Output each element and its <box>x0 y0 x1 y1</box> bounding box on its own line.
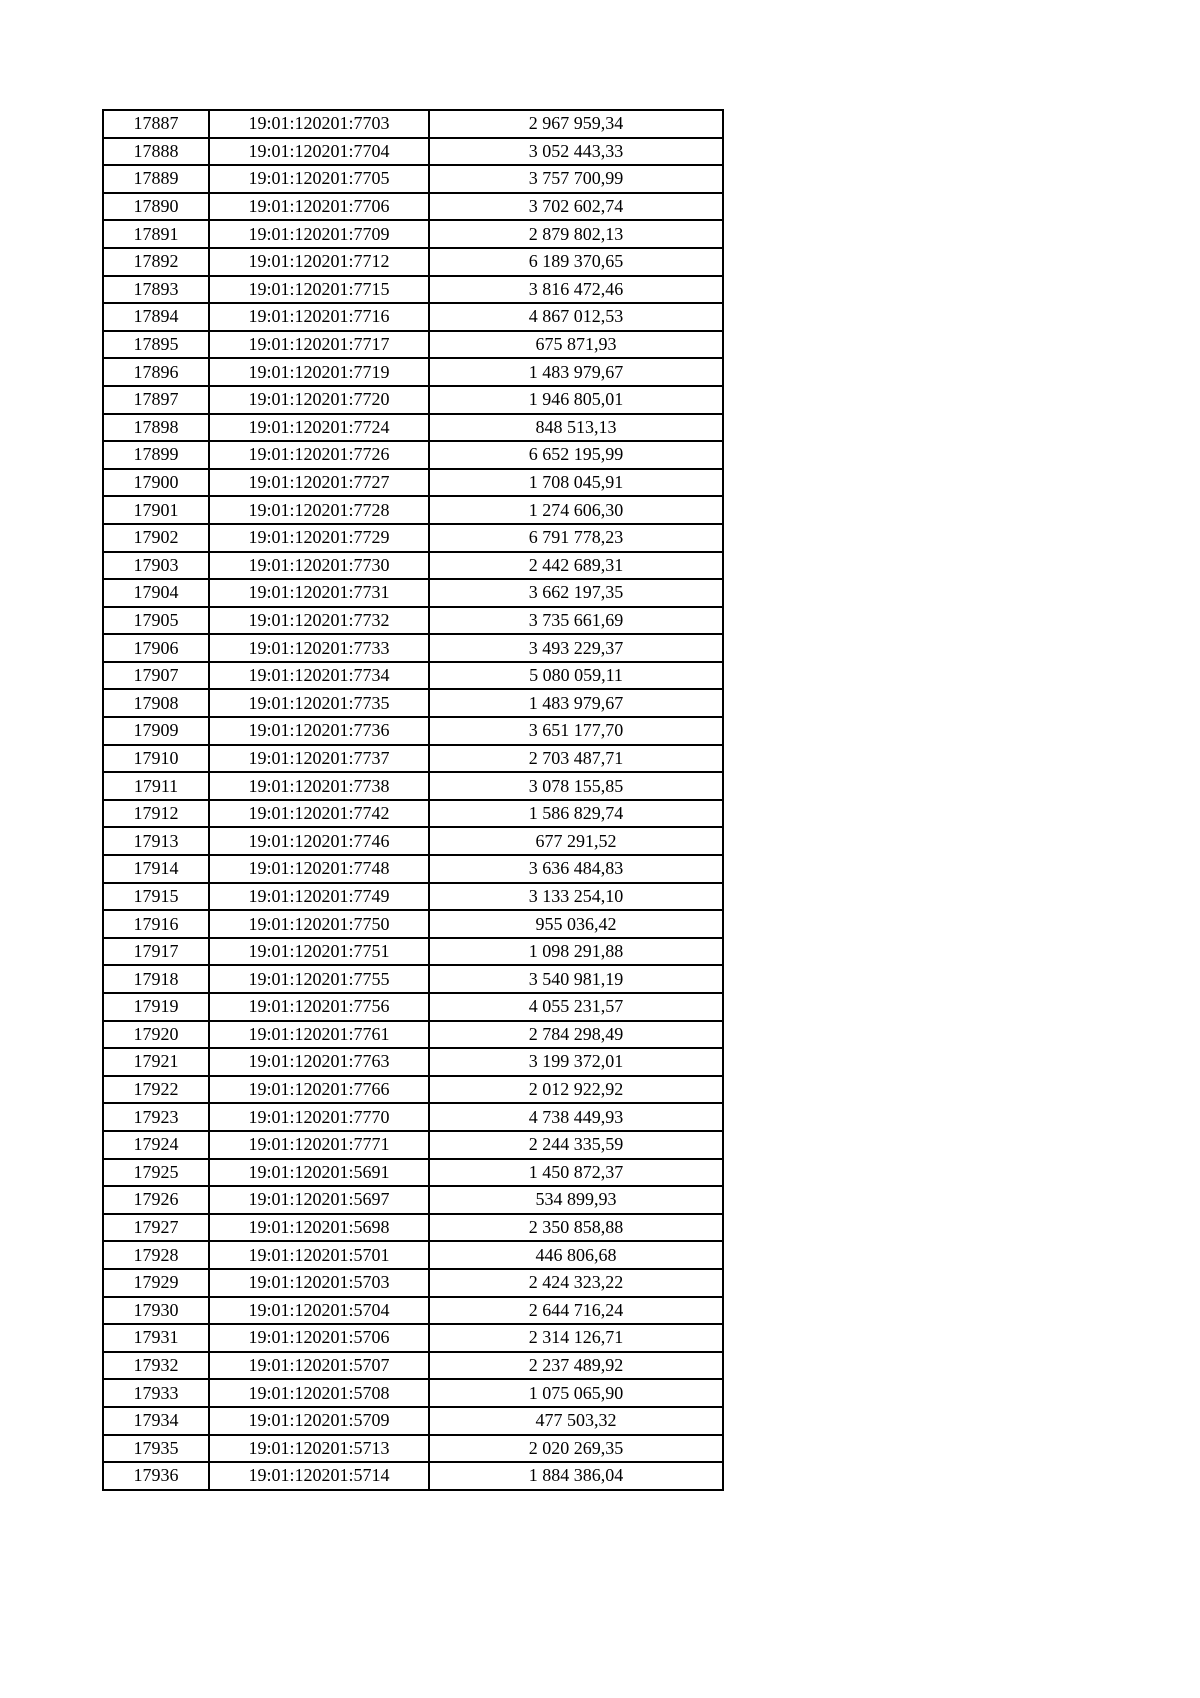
row-number-cell: 17895 <box>103 331 209 359</box>
cadastral-value-cell: 4 738 449,93 <box>429 1103 723 1131</box>
cadastral-value-cell: 3 636 484,83 <box>429 855 723 883</box>
cadastral-value-cell: 1 450 872,37 <box>429 1159 723 1187</box>
cadastral-number-cell: 19:01:120201:7712 <box>209 248 429 276</box>
table-row <box>103 193 723 221</box>
cadastral-number-cell: 19:01:120201:7751 <box>209 938 429 966</box>
row-number-cell: 17910 <box>103 745 209 773</box>
row-number-cell: 17936 <box>103 1462 209 1490</box>
cadastral-number-cell: 19:01:120201:7763 <box>209 1048 429 1076</box>
cadastral-value-cell: 2 644 716,24 <box>429 1297 723 1325</box>
table-row <box>103 1379 723 1407</box>
table-row <box>103 1352 723 1380</box>
cadastral-value-cell: 3 662 197,35 <box>429 579 723 607</box>
table-row <box>103 220 723 248</box>
cadastral-value-cell: 2 424 323,22 <box>429 1269 723 1297</box>
cadastral-number-cell: 19:01:120201:7727 <box>209 469 429 497</box>
table-row <box>103 855 723 883</box>
row-number-cell: 17890 <box>103 193 209 221</box>
cadastral-value-cell: 675 871,93 <box>429 331 723 359</box>
cadastral-value-cell: 6 652 195,99 <box>429 441 723 469</box>
cadastral-value-cell: 3 133 254,10 <box>429 883 723 911</box>
cadastral-number-cell: 19:01:120201:7750 <box>209 910 429 938</box>
cadastral-number-cell: 19:01:120201:5709 <box>209 1407 429 1435</box>
cadastral-number-cell: 19:01:120201:7734 <box>209 662 429 690</box>
cadastral-value-cell: 3 052 443,33 <box>429 138 723 166</box>
cadastral-number-cell: 19:01:120201:7719 <box>209 358 429 386</box>
table-row <box>103 552 723 580</box>
row-number-cell: 17909 <box>103 717 209 745</box>
table-row <box>103 579 723 607</box>
cadastral-number-cell: 19:01:120201:5714 <box>209 1462 429 1490</box>
row-number-cell: 17927 <box>103 1214 209 1242</box>
table-row <box>103 1076 723 1104</box>
cadastral-number-cell: 19:01:120201:7729 <box>209 524 429 552</box>
row-number-cell: 17898 <box>103 414 209 442</box>
cadastral-value-cell: 3 651 177,70 <box>429 717 723 745</box>
table-row <box>103 965 723 993</box>
row-number-cell: 17916 <box>103 910 209 938</box>
cadastral-value-cell: 1 586 829,74 <box>429 800 723 828</box>
table-row <box>103 634 723 662</box>
row-number-cell: 17891 <box>103 220 209 248</box>
cadastral-value-cell: 477 503,32 <box>429 1407 723 1435</box>
table-row <box>103 110 723 138</box>
row-number-cell: 17928 <box>103 1241 209 1269</box>
row-number-cell: 17933 <box>103 1379 209 1407</box>
cadastral-number-cell: 19:01:120201:7728 <box>209 496 429 524</box>
table-row <box>103 138 723 166</box>
row-number-cell: 17901 <box>103 496 209 524</box>
row-number-cell: 17888 <box>103 138 209 166</box>
row-number-cell: 17896 <box>103 358 209 386</box>
cadastral-number-cell: 19:01:120201:7748 <box>209 855 429 883</box>
cadastral-number-cell: 19:01:120201:5691 <box>209 1159 429 1187</box>
cadastral-number-cell: 19:01:120201:7738 <box>209 772 429 800</box>
cadastral-number-cell: 19:01:120201:5697 <box>209 1186 429 1214</box>
cadastral-number-cell: 19:01:120201:7733 <box>209 634 429 662</box>
cadastral-value-cell: 2 784 298,49 <box>429 1021 723 1049</box>
cadastral-value-cell: 6 791 778,23 <box>429 524 723 552</box>
cadastral-value-cell: 2 442 689,31 <box>429 552 723 580</box>
table-row <box>103 496 723 524</box>
table-row <box>103 386 723 414</box>
cadastral-number-cell: 19:01:120201:7756 <box>209 993 429 1021</box>
row-number-cell: 17894 <box>103 303 209 331</box>
row-number-cell: 17925 <box>103 1159 209 1187</box>
table-row <box>103 883 723 911</box>
cadastral-number-cell: 19:01:120201:7709 <box>209 220 429 248</box>
table-row <box>103 248 723 276</box>
table-row <box>103 938 723 966</box>
cadastral-number-cell: 19:01:120201:7731 <box>209 579 429 607</box>
row-number-cell: 17934 <box>103 1407 209 1435</box>
cadastral-number-cell: 19:01:120201:5703 <box>209 1269 429 1297</box>
table-row <box>103 1269 723 1297</box>
cadastral-value-cell: 2 012 922,92 <box>429 1076 723 1104</box>
cadastral-number-cell: 19:01:120201:7770 <box>209 1103 429 1131</box>
cadastral-number-cell: 19:01:120201:7716 <box>209 303 429 331</box>
cadastral-number-cell: 19:01:120201:7761 <box>209 1021 429 1049</box>
table-row <box>103 1021 723 1049</box>
row-number-cell: 17904 <box>103 579 209 607</box>
row-number-cell: 17911 <box>103 772 209 800</box>
table-body <box>103 110 723 1490</box>
cadastral-value-cell: 3 702 602,74 <box>429 193 723 221</box>
cadastral-value-cell: 1 098 291,88 <box>429 938 723 966</box>
row-number-cell: 17893 <box>103 276 209 304</box>
cadastral-number-cell: 19:01:120201:5698 <box>209 1214 429 1242</box>
table-row <box>103 800 723 828</box>
table-row <box>103 1407 723 1435</box>
row-number-cell: 17921 <box>103 1048 209 1076</box>
table-row <box>103 1159 723 1187</box>
cadastral-value-table <box>102 109 724 1491</box>
cadastral-number-cell: 19:01:120201:5704 <box>209 1297 429 1325</box>
row-number-cell: 17931 <box>103 1324 209 1352</box>
table-row <box>103 1324 723 1352</box>
cadastral-number-cell: 19:01:120201:7755 <box>209 965 429 993</box>
table-row <box>103 662 723 690</box>
row-number-cell: 17913 <box>103 827 209 855</box>
cadastral-value-cell: 2 350 858,88 <box>429 1214 723 1242</box>
cadastral-number-cell: 19:01:120201:7735 <box>209 689 429 717</box>
cadastral-value-cell: 2 879 802,13 <box>429 220 723 248</box>
table-row <box>103 607 723 635</box>
row-number-cell: 17903 <box>103 552 209 580</box>
cadastral-value-cell: 1 946 805,01 <box>429 386 723 414</box>
row-number-cell: 17930 <box>103 1297 209 1325</box>
cadastral-number-cell: 19:01:120201:7749 <box>209 883 429 911</box>
table-row <box>103 1103 723 1131</box>
cadastral-value-cell: 446 806,68 <box>429 1241 723 1269</box>
cadastral-number-cell: 19:01:120201:7736 <box>209 717 429 745</box>
cadastral-number-cell: 19:01:120201:7717 <box>209 331 429 359</box>
table-row <box>103 276 723 304</box>
table-row <box>103 331 723 359</box>
cadastral-value-cell: 4 055 231,57 <box>429 993 723 1021</box>
cadastral-number-cell: 19:01:120201:5713 <box>209 1435 429 1463</box>
table-row <box>103 689 723 717</box>
table-row <box>103 165 723 193</box>
cadastral-number-cell: 19:01:120201:7746 <box>209 827 429 855</box>
table-row <box>103 524 723 552</box>
cadastral-value-cell: 2 703 487,71 <box>429 745 723 773</box>
row-number-cell: 17899 <box>103 441 209 469</box>
cadastral-number-cell: 19:01:120201:5706 <box>209 1324 429 1352</box>
cadastral-number-cell: 19:01:120201:7730 <box>209 552 429 580</box>
cadastral-number-cell: 19:01:120201:7705 <box>209 165 429 193</box>
cadastral-value-cell: 677 291,52 <box>429 827 723 855</box>
cadastral-value-cell: 2 314 126,71 <box>429 1324 723 1352</box>
row-number-cell: 17917 <box>103 938 209 966</box>
cadastral-number-cell: 19:01:120201:7726 <box>209 441 429 469</box>
row-number-cell: 17897 <box>103 386 209 414</box>
cadastral-number-cell: 19:01:120201:7732 <box>209 607 429 635</box>
cadastral-number-cell: 19:01:120201:7720 <box>209 386 429 414</box>
row-number-cell: 17912 <box>103 800 209 828</box>
table-row <box>103 469 723 497</box>
cadastral-number-cell: 19:01:120201:7724 <box>209 414 429 442</box>
table-row <box>103 358 723 386</box>
row-number-cell: 17887 <box>103 110 209 138</box>
row-number-cell: 17929 <box>103 1269 209 1297</box>
cadastral-number-cell: 19:01:120201:5708 <box>209 1379 429 1407</box>
row-number-cell: 17906 <box>103 634 209 662</box>
cadastral-number-cell: 19:01:120201:5707 <box>209 1352 429 1380</box>
row-number-cell: 17926 <box>103 1186 209 1214</box>
row-number-cell: 17920 <box>103 1021 209 1049</box>
table-row <box>103 1435 723 1463</box>
cadastral-number-cell: 19:01:120201:7737 <box>209 745 429 773</box>
cadastral-value-cell: 2 967 959,34 <box>429 110 723 138</box>
row-number-cell: 17889 <box>103 165 209 193</box>
row-number-cell: 17923 <box>103 1103 209 1131</box>
cadastral-value-cell: 3 199 372,01 <box>429 1048 723 1076</box>
row-number-cell: 17915 <box>103 883 209 911</box>
cadastral-value-cell: 1 884 386,04 <box>429 1462 723 1490</box>
row-number-cell: 17905 <box>103 607 209 635</box>
table-row <box>103 1214 723 1242</box>
table-row <box>103 772 723 800</box>
cadastral-value-cell: 3 757 700,99 <box>429 165 723 193</box>
table-row <box>103 1186 723 1214</box>
table-row <box>103 993 723 1021</box>
cadastral-number-cell: 19:01:120201:7771 <box>209 1131 429 1159</box>
cadastral-number-cell: 19:01:120201:7742 <box>209 800 429 828</box>
cadastral-value-cell: 4 867 012,53 <box>429 303 723 331</box>
cadastral-value-cell: 1 075 065,90 <box>429 1379 723 1407</box>
row-number-cell: 17932 <box>103 1352 209 1380</box>
cadastral-value-cell: 3 540 981,19 <box>429 965 723 993</box>
table-row <box>103 717 723 745</box>
cadastral-value-cell: 955 036,42 <box>429 910 723 938</box>
cadastral-value-cell: 3 816 472,46 <box>429 276 723 304</box>
cadastral-value-cell: 1 483 979,67 <box>429 689 723 717</box>
table-row <box>103 303 723 331</box>
table-row <box>103 1131 723 1159</box>
row-number-cell: 17892 <box>103 248 209 276</box>
row-number-cell: 17924 <box>103 1131 209 1159</box>
row-number-cell: 17919 <box>103 993 209 1021</box>
row-number-cell: 17908 <box>103 689 209 717</box>
cadastral-value-cell: 3 493 229,37 <box>429 634 723 662</box>
row-number-cell: 17935 <box>103 1435 209 1463</box>
cadastral-number-cell: 19:01:120201:7703 <box>209 110 429 138</box>
table-row <box>103 441 723 469</box>
row-number-cell: 17918 <box>103 965 209 993</box>
table-row <box>103 910 723 938</box>
row-number-cell: 17914 <box>103 855 209 883</box>
cadastral-value-cell: 848 513,13 <box>429 414 723 442</box>
cadastral-value-cell: 2 237 489,92 <box>429 1352 723 1380</box>
row-number-cell: 17902 <box>103 524 209 552</box>
cadastral-number-cell: 19:01:120201:5701 <box>209 1241 429 1269</box>
cadastral-value-cell: 6 189 370,65 <box>429 248 723 276</box>
cadastral-number-cell: 19:01:120201:7766 <box>209 1076 429 1104</box>
cadastral-value-cell: 1 274 606,30 <box>429 496 723 524</box>
cadastral-value-cell: 5 080 059,11 <box>429 662 723 690</box>
cadastral-number-cell: 19:01:120201:7704 <box>209 138 429 166</box>
cadastral-value-cell: 2 020 269,35 <box>429 1435 723 1463</box>
cadastral-value-cell: 534 899,93 <box>429 1186 723 1214</box>
table-row <box>103 1241 723 1269</box>
row-number-cell: 17907 <box>103 662 209 690</box>
cadastral-value-cell: 3 735 661,69 <box>429 607 723 635</box>
table-row <box>103 1297 723 1325</box>
cadastral-value-cell: 1 708 045,91 <box>429 469 723 497</box>
table-row <box>103 827 723 855</box>
table-row <box>103 414 723 442</box>
table-row <box>103 745 723 773</box>
cadastral-value-cell: 2 244 335,59 <box>429 1131 723 1159</box>
cadastral-number-cell: 19:01:120201:7715 <box>209 276 429 304</box>
row-number-cell: 17922 <box>103 1076 209 1104</box>
cadastral-value-cell: 3 078 155,85 <box>429 772 723 800</box>
cadastral-value-cell: 1 483 979,67 <box>429 358 723 386</box>
table-row <box>103 1048 723 1076</box>
cadastral-number-cell: 19:01:120201:7706 <box>209 193 429 221</box>
table-row <box>103 1462 723 1490</box>
row-number-cell: 17900 <box>103 469 209 497</box>
